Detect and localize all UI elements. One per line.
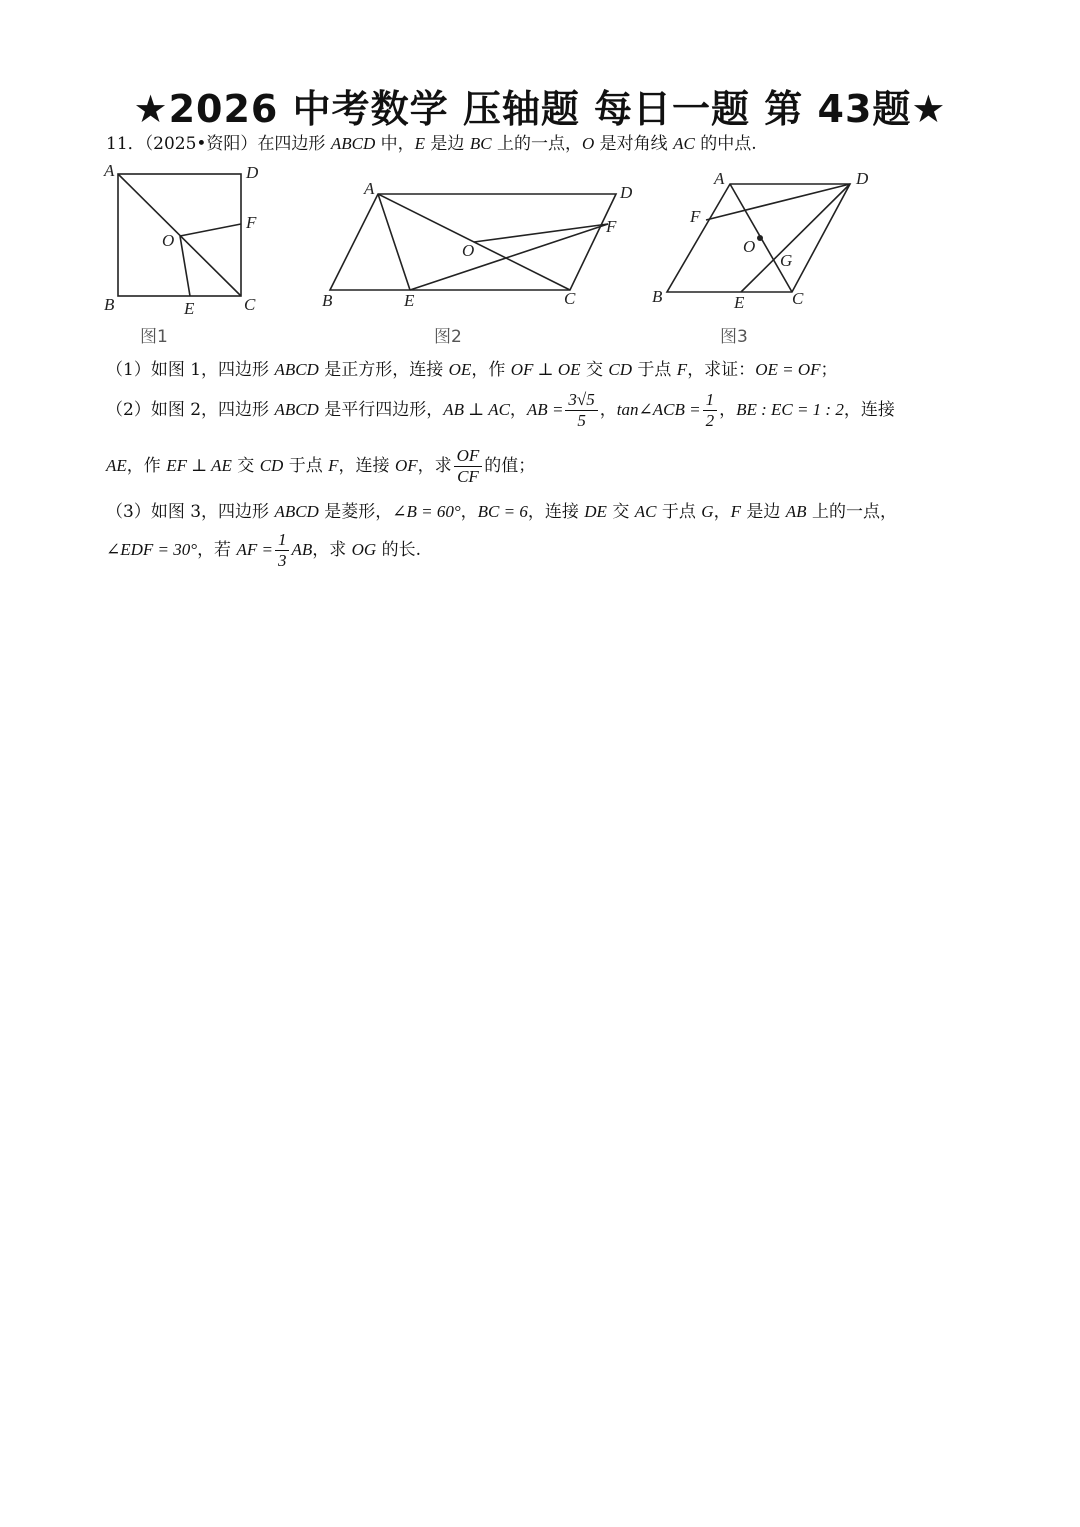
fraction-numerator: 3√5 xyxy=(565,390,597,411)
part1-math: OF ⊥ OE xyxy=(510,360,581,379)
fig2-label-c: C xyxy=(564,289,576,308)
stem-text: 是对角线 xyxy=(594,134,674,154)
part1-math: CD xyxy=(608,360,632,379)
part2-text: ，作 xyxy=(126,456,167,476)
fraction-one-third xyxy=(275,530,290,571)
fig3-label-c: C xyxy=(792,289,804,308)
part2-text: ， xyxy=(719,400,737,420)
fig3-label-f: F xyxy=(690,207,701,226)
fig2-label-f: F xyxy=(606,217,617,236)
part3-text: 是菱形， xyxy=(318,502,393,522)
part3-math: AB xyxy=(785,502,807,521)
part2-text: ， xyxy=(509,400,527,420)
problem-stem xyxy=(106,132,757,156)
part1-text: 于点 xyxy=(631,360,677,380)
part3-text: ，求 xyxy=(312,540,352,560)
part1-math: F xyxy=(676,360,688,379)
part2-text: ，求 xyxy=(417,456,452,476)
part3-text: ， xyxy=(460,502,478,522)
part-3-line-2 xyxy=(106,530,421,571)
part2-text: 是平行四边形， xyxy=(318,400,444,420)
part3-math: ∠EDF = 30° xyxy=(106,540,198,559)
part2-math: CD xyxy=(259,456,284,475)
part3-math: F xyxy=(730,502,741,521)
part2-text: 交 xyxy=(231,456,260,476)
part2-text: 于点 xyxy=(283,456,329,476)
stem-text: 的中点. xyxy=(694,134,757,154)
fig1-label-o: O xyxy=(162,231,175,250)
fraction-ab xyxy=(565,390,597,431)
part-2-line-1 xyxy=(106,390,895,431)
part2-math: EF ⊥ AE xyxy=(166,456,232,475)
stem-text: 是边 xyxy=(425,134,470,154)
part1-text: 交 xyxy=(580,360,609,380)
part3-text: ，连接 xyxy=(527,502,585,522)
fig2-caption: 图2 xyxy=(434,327,462,347)
part1-text: ，求证： xyxy=(687,360,756,380)
stem-math: BC xyxy=(469,134,492,153)
fraction-denominator: CF xyxy=(457,467,479,486)
fig1-label-a: A xyxy=(104,161,115,180)
fig3-label-a: A xyxy=(714,169,725,188)
part2-math: tan∠ACB = xyxy=(616,400,701,419)
fraction-numerator: 1 xyxy=(703,390,718,411)
part1-text: ，作 xyxy=(471,360,511,380)
fig2-label-o: O xyxy=(462,241,475,260)
part3-math: DE xyxy=(584,502,607,521)
stem-text: 上的一点， xyxy=(491,134,582,154)
stem-text: 中， xyxy=(375,134,415,154)
fraction-numerator: 1 xyxy=(275,530,290,551)
fraction-of-cf xyxy=(454,446,483,487)
fig1-segment-of xyxy=(180,224,241,236)
part3-text: 交 xyxy=(606,502,635,522)
part3-text: ，若 xyxy=(197,540,237,560)
fig3-label-d: D xyxy=(856,169,869,188)
fig3-label-o: O xyxy=(743,237,756,256)
part2-text: ，连接 xyxy=(843,400,895,420)
part3-math: ∠B = 60° xyxy=(392,502,461,521)
fig3-label-b: B xyxy=(652,287,663,306)
part3-text: 是边 xyxy=(740,502,786,522)
fig1-label-c: C xyxy=(244,295,256,314)
part3-math: OG xyxy=(351,540,377,559)
fig2-segment-of xyxy=(474,224,608,242)
part3-math: AC xyxy=(634,502,657,521)
figure-1 xyxy=(118,174,241,296)
part3-text: 上的一点， xyxy=(806,502,897,522)
fraction-tan xyxy=(703,390,718,431)
fig2-label-b: B xyxy=(322,291,333,310)
fig2-label-d: D xyxy=(620,183,633,202)
part2-text: 的值； xyxy=(484,456,536,476)
part1-text: （1）如图 1，四边形 xyxy=(106,360,275,380)
part1-text: ； xyxy=(820,360,838,380)
fig1-diagonal-ac xyxy=(118,174,241,296)
fig1-label-f: F xyxy=(246,213,257,232)
stem-math: ABCD xyxy=(330,134,376,153)
part2-text: ， xyxy=(599,400,617,420)
part3-text: 的长. xyxy=(376,540,422,560)
stem-math: AC xyxy=(673,134,695,153)
part2-math: AB = xyxy=(526,400,564,419)
part2-math: OF xyxy=(394,456,418,475)
page-title: ★2026 中考数学 压轴题 每日一题 第 43题★ xyxy=(133,87,947,131)
part2-math: AE xyxy=(106,456,127,475)
fig2-segment-ef xyxy=(410,224,608,290)
part3-math: BC = 6 xyxy=(477,502,528,521)
fig1-label-e: E xyxy=(184,299,195,318)
part2-math: BE : EC = 1 : 2 xyxy=(736,400,844,419)
fraction-numerator: OF xyxy=(454,446,483,467)
fraction-denominator: 2 xyxy=(705,411,715,430)
part2-math: F xyxy=(328,456,339,475)
figures-diagram xyxy=(98,158,898,350)
part1-math: OE = OF xyxy=(755,360,821,379)
fraction-denominator: 3 xyxy=(277,551,287,570)
fig1-label-d: D xyxy=(246,163,259,182)
part3-text: ， xyxy=(713,502,731,522)
fig3-caption: 图3 xyxy=(720,327,748,347)
fig2-label-e: E xyxy=(404,291,415,310)
part-1 xyxy=(106,358,837,382)
stem-math: O xyxy=(581,134,595,153)
part-3-line-1 xyxy=(106,500,897,524)
part1-math: OE xyxy=(448,360,472,379)
stem-math: E xyxy=(414,134,426,153)
fig1-label-b: B xyxy=(104,295,115,314)
part3-text: （3）如图 3，四边形 xyxy=(106,502,275,522)
part2-math: AB ⊥ AC xyxy=(443,400,510,419)
problem-number: 11． xyxy=(106,134,145,154)
part1-text: 是正方形，连接 xyxy=(318,360,449,380)
part2-math: ABCD xyxy=(274,400,319,419)
fig2-label-a: A xyxy=(364,179,375,198)
part3-math: AF = xyxy=(236,540,273,559)
part2-text: （2）如图 2，四边形 xyxy=(106,400,275,420)
part2-text: ，连接 xyxy=(338,456,395,476)
part3-math: AB xyxy=(291,540,313,559)
part3-math: G xyxy=(701,502,714,521)
fig3-point-o xyxy=(757,235,763,241)
part3-text: 于点 xyxy=(656,502,702,522)
problem-source: （2025•资阳） xyxy=(144,134,258,154)
part1-math: ABCD xyxy=(274,360,319,379)
fig3-label-e: E xyxy=(734,293,745,312)
fig1-caption: 图1 xyxy=(140,327,168,347)
part-2-line-2 xyxy=(106,446,535,487)
fig3-label-g: G xyxy=(780,251,793,270)
stem-text: 在四边形 xyxy=(257,134,331,154)
fraction-denominator: 5 xyxy=(577,411,586,430)
part3-math: ABCD xyxy=(274,502,319,521)
